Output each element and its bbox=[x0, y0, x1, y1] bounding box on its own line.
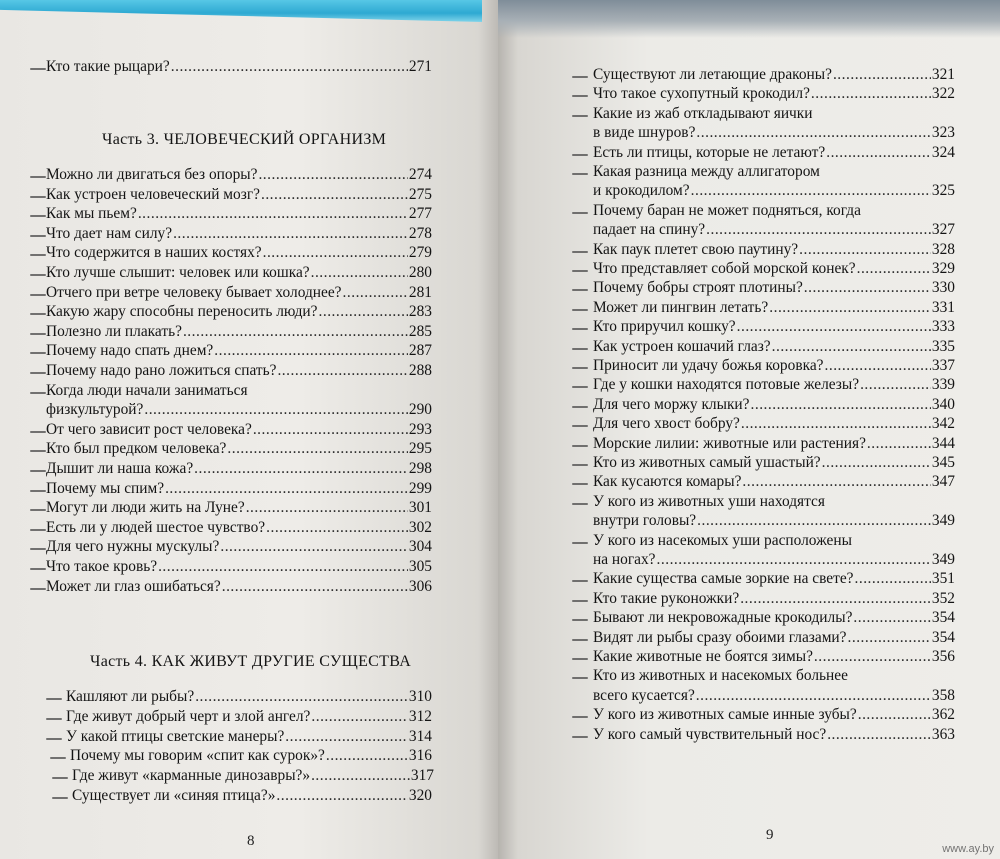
entry-title: Для чего хвост бобру? bbox=[593, 415, 740, 433]
entry-page: 287 bbox=[408, 342, 432, 360]
entry-title: Как мы пьем? bbox=[46, 205, 137, 223]
leader-dots bbox=[194, 460, 408, 478]
toc-entry bbox=[593, 357, 955, 375]
leader-dots bbox=[751, 396, 931, 414]
pencil-mark bbox=[572, 736, 588, 738]
entry-page: 354 bbox=[931, 609, 955, 627]
leader-dots bbox=[804, 279, 931, 297]
toc-entry bbox=[593, 85, 955, 103]
toc-entry bbox=[593, 279, 955, 297]
pencil-mark bbox=[30, 196, 46, 198]
entry-page: 325 bbox=[931, 182, 955, 200]
leader-dots bbox=[811, 85, 931, 103]
leader-dots bbox=[171, 58, 408, 76]
toc-entry bbox=[593, 454, 955, 472]
pencil-mark bbox=[572, 542, 588, 544]
toc-entry bbox=[593, 435, 955, 453]
entry-title: Как устроен кошачий глаз? bbox=[593, 337, 771, 355]
leader-dots bbox=[266, 519, 408, 537]
toc-entry bbox=[593, 512, 955, 530]
pencil-mark bbox=[572, 445, 588, 447]
page-number-right: 9 bbox=[766, 827, 774, 843]
leader-dots bbox=[697, 512, 931, 530]
leader-dots bbox=[311, 264, 408, 282]
pencil-mark bbox=[572, 115, 588, 117]
pencil-mark bbox=[30, 235, 46, 237]
pencil-mark bbox=[572, 425, 588, 427]
leader-dots bbox=[826, 144, 931, 162]
toc-entry bbox=[46, 362, 432, 380]
pencil-mark bbox=[30, 215, 46, 217]
pencil-mark bbox=[30, 588, 46, 590]
toc-entry bbox=[46, 323, 432, 341]
toc-entry bbox=[593, 66, 955, 84]
leader-dots bbox=[285, 728, 408, 746]
leader-dots bbox=[253, 421, 408, 439]
pencil-mark bbox=[572, 716, 588, 718]
toc-entry bbox=[70, 747, 432, 765]
toc-entry bbox=[46, 284, 432, 302]
pencil-mark bbox=[30, 294, 46, 296]
entry-title: Есть ли птицы, которые не летают? bbox=[593, 143, 826, 161]
entry-title: Что представляет собой морской конек? bbox=[593, 260, 856, 277]
entry-page: 347 bbox=[931, 473, 955, 491]
entry-title: Для чего нужны мускулы? bbox=[46, 538, 220, 556]
entry-title: Какую жару способны переносить люди? bbox=[46, 303, 318, 321]
leader-dots bbox=[158, 558, 408, 576]
toc-entry bbox=[46, 303, 432, 321]
entry-title: У какой птицы светские манеры? bbox=[66, 727, 285, 745]
entry-title: Кто лучше слышит: человек или кошка? bbox=[46, 264, 310, 281]
pencil-mark bbox=[46, 738, 62, 740]
toc-entry bbox=[593, 551, 955, 569]
entry-page: 356 bbox=[931, 648, 955, 665]
book-cover-edge bbox=[0, 0, 482, 22]
entry-page: 358 bbox=[931, 686, 955, 704]
entry-title: Кто из животных самый ушастый? bbox=[593, 454, 821, 471]
toc-entry bbox=[593, 221, 955, 239]
entry-page: 363 bbox=[931, 725, 955, 743]
toc-entry bbox=[593, 473, 955, 491]
leader-dots bbox=[853, 609, 931, 627]
toc-entry bbox=[46, 440, 432, 458]
leader-dots bbox=[696, 687, 931, 705]
leader-dots bbox=[855, 570, 931, 588]
leader-dots bbox=[144, 401, 408, 419]
toc-entry bbox=[593, 124, 955, 142]
entry-page: 339 bbox=[931, 376, 955, 394]
entry-page: 288 bbox=[408, 362, 432, 379]
entry-page: 290 bbox=[408, 401, 432, 419]
leader-dots bbox=[814, 648, 931, 666]
toc-entry bbox=[46, 186, 432, 204]
entry-page: 328 bbox=[931, 240, 955, 258]
pencil-mark bbox=[30, 392, 46, 394]
entry-title-continuation: и крокодилом? bbox=[593, 182, 690, 200]
pencil-mark bbox=[572, 464, 588, 466]
entry-title: Где живут «карманные динозавры?» bbox=[72, 767, 311, 785]
toc-entry bbox=[46, 421, 432, 439]
toc-entry bbox=[593, 376, 955, 394]
leader-dots bbox=[772, 338, 931, 356]
entry-title: Бывают ли некровожадные крокодилы? bbox=[593, 609, 853, 627]
pencil-mark bbox=[46, 718, 62, 720]
toc-entry bbox=[593, 687, 955, 705]
toc-entry bbox=[46, 519, 432, 537]
toc-entry bbox=[46, 480, 432, 498]
leader-dots bbox=[261, 186, 408, 204]
entry-page: 333 bbox=[931, 318, 955, 336]
entry-title: Полезно ли плакать? bbox=[46, 322, 182, 340]
entry-title: Что дает нам силу? bbox=[46, 224, 173, 242]
entry-page: 283 bbox=[408, 303, 432, 321]
pencil-mark bbox=[572, 154, 588, 156]
pencil-mark bbox=[572, 251, 588, 253]
leader-dots bbox=[277, 362, 407, 380]
entry-title: Почему мы спим? bbox=[46, 479, 165, 497]
entry-title: Для чего моржу клыки? bbox=[593, 395, 750, 413]
toc-entry bbox=[46, 58, 432, 76]
entry-title-continuation: физкультурой? bbox=[46, 401, 144, 419]
entry-title: Как кусаются комары? bbox=[593, 473, 742, 491]
entry-title: Дышит ли наша кожа? bbox=[46, 460, 194, 477]
entry-title: Видят ли рыбы сразу обоими глазами? bbox=[593, 628, 847, 646]
leader-dots bbox=[742, 473, 930, 491]
leader-dots bbox=[706, 221, 931, 239]
leader-dots bbox=[860, 376, 931, 394]
section-heading-part3: Часть 3. ЧЕЛОВЕЧЕСКИЙ ОРГАНИЗМ bbox=[102, 131, 387, 148]
toc-entry bbox=[46, 558, 432, 576]
leader-dots bbox=[691, 182, 931, 200]
entry-page: 312 bbox=[408, 707, 432, 725]
entry-title: Какие животные не боятся зимы? bbox=[593, 648, 813, 665]
pencil-mark bbox=[572, 212, 588, 214]
entry-title: Кто такие рыцари? bbox=[46, 58, 170, 75]
entry-page: 342 bbox=[931, 415, 955, 433]
entry-title: Какие из жаб откладывают яички bbox=[593, 104, 813, 122]
watermark: www.ay.by bbox=[942, 843, 994, 855]
entry-page: 345 bbox=[931, 454, 955, 471]
entry-page: 306 bbox=[408, 577, 432, 595]
entry-title: Где у кошки находятся потовые железы? bbox=[593, 376, 860, 394]
entry-title: Существуют ли летающие драконы? bbox=[593, 66, 832, 83]
leader-dots bbox=[740, 590, 931, 608]
leader-dots bbox=[311, 708, 408, 726]
toc-entry bbox=[46, 342, 432, 360]
leader-dots bbox=[227, 440, 408, 458]
entry-page: 349 bbox=[931, 551, 955, 568]
leader-dots bbox=[857, 260, 931, 278]
pencil-mark bbox=[572, 328, 588, 330]
leader-dots bbox=[696, 124, 931, 142]
entry-page: 295 bbox=[408, 440, 432, 458]
entry-page: 277 bbox=[408, 205, 432, 223]
toc-entry bbox=[46, 499, 432, 517]
toc-entry bbox=[593, 609, 955, 627]
leader-dots bbox=[138, 205, 408, 223]
leader-dots bbox=[825, 357, 931, 375]
leader-dots bbox=[173, 225, 408, 243]
entry-page: 299 bbox=[408, 479, 432, 497]
entry-title: От чего зависит рост человека? bbox=[46, 420, 252, 438]
leader-dots bbox=[833, 66, 931, 84]
leader-dots bbox=[741, 415, 931, 433]
pencil-mark bbox=[52, 777, 68, 779]
entry-title: Что содержится в наших костях? bbox=[46, 244, 262, 262]
entry-page: 323 bbox=[931, 124, 955, 142]
toc-entry bbox=[593, 706, 955, 724]
leader-dots bbox=[822, 454, 931, 472]
entry-title: Может ли глаз ошибаться? bbox=[46, 577, 221, 595]
entry-title: Что такое кровь? bbox=[46, 558, 158, 575]
toc-entry bbox=[593, 629, 955, 647]
toc-entry bbox=[593, 590, 955, 608]
toc-entry bbox=[46, 460, 432, 478]
pencil-mark bbox=[30, 68, 46, 70]
entry-title-continuation: на ногах? bbox=[593, 551, 656, 568]
entry-page: 317 bbox=[410, 767, 434, 785]
pencil-mark bbox=[572, 76, 588, 78]
entry-title: У кого из животных уши находятся bbox=[593, 492, 825, 510]
leader-dots bbox=[311, 767, 410, 785]
entry-title: Почему надо рано ложиться спать? bbox=[46, 362, 277, 379]
toc-entry bbox=[46, 244, 432, 262]
entry-title: Кто такие руконожки? bbox=[593, 589, 740, 607]
toc-entry bbox=[72, 787, 432, 805]
entry-page: 310 bbox=[408, 688, 432, 705]
entry-title: Кто был предком человека? bbox=[46, 440, 227, 458]
pencil-mark bbox=[30, 372, 46, 374]
entry-page: 304 bbox=[408, 538, 432, 556]
entry-title: Когда люди начали заниматься bbox=[46, 381, 248, 399]
entry-page: 320 bbox=[408, 787, 432, 804]
entry-page: 349 bbox=[931, 512, 955, 530]
entry-page: 354 bbox=[931, 628, 955, 646]
entry-title: Как устроен человеческий мозг? bbox=[46, 185, 260, 203]
pencil-mark bbox=[30, 333, 46, 335]
entry-title: Почему мы говорим «спит как сурок»? bbox=[70, 747, 325, 765]
pencil-mark bbox=[572, 639, 588, 641]
entry-page: 327 bbox=[931, 221, 955, 239]
entry-page: 362 bbox=[931, 706, 955, 724]
entry-title-continuation: в виде шнуров? bbox=[593, 124, 696, 142]
leader-dots bbox=[657, 551, 931, 569]
leader-dots bbox=[263, 244, 408, 262]
entry-title: Кто из животных и насекомых больнее bbox=[593, 667, 848, 685]
entry-page: 324 bbox=[931, 143, 955, 161]
toc-entry bbox=[593, 415, 955, 433]
leader-dots bbox=[222, 578, 408, 596]
leader-dots bbox=[246, 499, 408, 517]
entry-title: Приносит ли удачу божья коровка? bbox=[593, 357, 824, 374]
toc-entry bbox=[46, 166, 432, 184]
entry-title: Морские лилии: животные или растения? bbox=[593, 434, 866, 452]
entry-page: 281 bbox=[408, 283, 432, 301]
toc-entry bbox=[593, 338, 955, 356]
entry-page: 302 bbox=[408, 518, 432, 536]
entry-page: 321 bbox=[931, 66, 955, 83]
leader-dots bbox=[220, 538, 408, 556]
toc-entry bbox=[593, 648, 955, 666]
entry-title: У кого из насекомых уши расположены bbox=[593, 531, 852, 549]
pencil-mark bbox=[572, 348, 588, 350]
entry-page: 285 bbox=[408, 322, 432, 340]
pencil-mark bbox=[572, 309, 588, 311]
entry-page: 340 bbox=[931, 395, 955, 413]
pencil-mark bbox=[30, 568, 46, 570]
entry-page: 271 bbox=[408, 58, 432, 75]
leader-dots bbox=[848, 629, 931, 647]
pencil-mark bbox=[30, 490, 46, 492]
leader-dots bbox=[867, 435, 931, 453]
pencil-mark bbox=[30, 176, 46, 178]
pencil-mark bbox=[46, 698, 62, 700]
entry-page: 275 bbox=[408, 185, 432, 203]
toc-entry bbox=[593, 144, 955, 162]
leader-dots bbox=[165, 480, 408, 498]
entry-title: У кого самый чувствительный нос? bbox=[593, 725, 827, 743]
entry-page: 331 bbox=[931, 298, 955, 316]
entry-page: 352 bbox=[931, 589, 955, 607]
entry-title: Можно ли двигаться без опоры? bbox=[46, 166, 258, 183]
entry-title-continuation: падает на спину? bbox=[593, 221, 706, 239]
entry-title-continuation: внутри головы? bbox=[593, 512, 697, 530]
pencil-mark bbox=[572, 367, 588, 369]
entry-title: Как паук плетет свою паутину? bbox=[593, 240, 799, 258]
entry-page: 314 bbox=[408, 727, 432, 745]
toc-entry bbox=[593, 318, 955, 336]
toc-entry bbox=[593, 726, 955, 744]
leader-dots bbox=[258, 166, 407, 184]
entry-page: 329 bbox=[931, 260, 955, 277]
entry-title: Могут ли люди жить на Луне? bbox=[46, 499, 245, 517]
toc-entry bbox=[46, 578, 432, 596]
leader-dots bbox=[276, 787, 408, 805]
entry-page: 337 bbox=[931, 357, 955, 374]
entry-page: 278 bbox=[408, 224, 432, 242]
entry-title: Где живут добрый черт и злой ангел? bbox=[66, 707, 311, 725]
leader-dots bbox=[769, 299, 931, 317]
toc-entry bbox=[46, 401, 432, 419]
entry-title: Кашляют ли рыбы? bbox=[66, 688, 195, 705]
leader-dots bbox=[799, 241, 931, 259]
entry-title: Кто приручил кошку? bbox=[593, 318, 736, 336]
entry-title: Существует ли «синяя птица?» bbox=[72, 787, 276, 804]
pencil-mark bbox=[30, 529, 46, 531]
toc-entry bbox=[66, 708, 432, 726]
entry-title: У кого из животных самые инные зубы? bbox=[593, 706, 857, 724]
entry-page: 305 bbox=[408, 558, 432, 575]
toc-entry bbox=[593, 241, 955, 259]
page-number-left: 8 bbox=[247, 833, 255, 849]
leader-dots bbox=[319, 303, 408, 321]
pencil-mark bbox=[572, 658, 588, 660]
entry-title: Почему баран не может подняться, когда bbox=[593, 201, 861, 219]
entry-page: 298 bbox=[408, 460, 432, 477]
entry-page: 322 bbox=[931, 85, 955, 103]
leader-dots bbox=[214, 342, 408, 360]
pencil-mark bbox=[572, 406, 588, 408]
entry-page: 351 bbox=[931, 570, 955, 588]
toc-entry bbox=[46, 225, 432, 243]
toc-entry bbox=[46, 205, 432, 223]
pencil-mark bbox=[572, 600, 588, 602]
entry-title: Почему надо спать днем? bbox=[46, 342, 214, 360]
leader-dots bbox=[737, 318, 931, 336]
entry-title: Может ли пингвин летать? bbox=[593, 298, 769, 316]
pencil-mark bbox=[30, 274, 46, 276]
entry-title: Какие существа самые зоркие на свете? bbox=[593, 570, 854, 588]
pencil-mark bbox=[572, 173, 588, 175]
entry-title: Что такое сухопутный крокодил? bbox=[593, 85, 810, 103]
entry-page: 335 bbox=[931, 337, 955, 355]
leader-dots bbox=[858, 706, 931, 724]
leader-dots bbox=[343, 284, 408, 302]
leader-dots bbox=[827, 726, 931, 744]
section-heading-part4: Часть 4. КАК ЖИВУТ ДРУГИЕ СУЩЕСТВА bbox=[90, 653, 412, 670]
entry-title: Почему бобры строят плотины? bbox=[593, 279, 803, 297]
toc-entry bbox=[593, 299, 955, 317]
leader-dots bbox=[195, 688, 408, 706]
pencil-mark bbox=[52, 797, 68, 799]
toc-entry bbox=[593, 182, 955, 200]
entry-page: 279 bbox=[408, 244, 432, 262]
pencil-mark bbox=[572, 503, 588, 505]
leader-dots bbox=[326, 747, 408, 765]
entry-title: Какая разница между аллигатором bbox=[593, 163, 820, 180]
entry-page: 316 bbox=[408, 747, 432, 765]
entry-page: 330 bbox=[931, 279, 955, 297]
pencil-mark bbox=[30, 313, 46, 315]
pencil-mark bbox=[572, 270, 588, 272]
entry-page: 274 bbox=[408, 166, 432, 183]
entry-page: 301 bbox=[408, 499, 432, 517]
toc-entry bbox=[72, 767, 434, 785]
toc-entry bbox=[593, 260, 955, 278]
pencil-mark bbox=[30, 431, 46, 433]
entry-title: Есть ли у людей шестое чувство? bbox=[46, 518, 266, 536]
toc-entry bbox=[593, 570, 955, 588]
toc-entry bbox=[66, 688, 432, 706]
toc-entry bbox=[593, 396, 955, 414]
entry-title: Отчего при ветре человеку бывает холоднее? bbox=[46, 283, 342, 301]
entry-page: 344 bbox=[931, 434, 955, 452]
toc-entry bbox=[46, 538, 432, 556]
pencil-mark bbox=[30, 470, 46, 472]
toc-entry bbox=[66, 728, 432, 746]
pencil-mark bbox=[572, 619, 588, 621]
entry-title-continuation: всего кусается? bbox=[593, 686, 695, 704]
entry-page: 293 bbox=[408, 420, 432, 438]
leader-dots bbox=[183, 323, 408, 341]
pencil-mark bbox=[30, 509, 46, 511]
entry-page: 280 bbox=[408, 264, 432, 281]
page-shadow bbox=[498, 0, 1000, 38]
toc-entry bbox=[46, 264, 432, 282]
